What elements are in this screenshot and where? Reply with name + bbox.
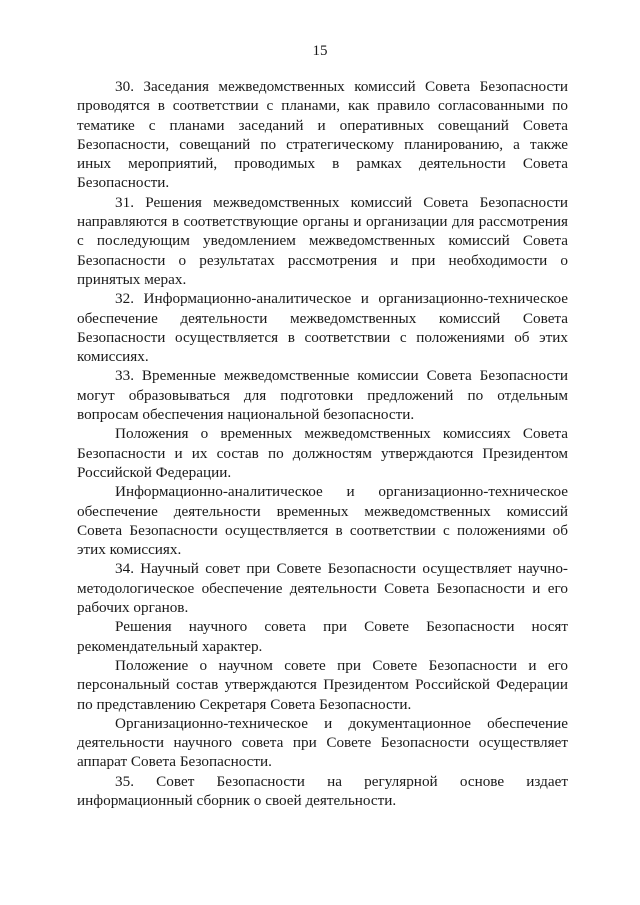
paragraph-35: 35. Совет Безопасности на регулярной основе издает информационный сборник о своей деятельности.	[77, 772, 568, 809]
paragraph-34-support: Организационно-техническое и документационное обеспечение деятельности научного совета при Совете Безопасности осуществляет аппарат Совета Безопасности.	[77, 714, 568, 771]
paragraph-33: 33. Временные межведомственные комиссии Совета Безопасности могут образовываться для подготовки предложений по отдельным вопросам обеспечения национальной безопасности.	[77, 367, 568, 424]
page-number: 15	[312, 43, 328, 59]
paragraph-31: 31. Решения межведомственных комиссий Совета Безопасности направляются в соответствующие органы и организации для рассмотрения с последующим уведомлением межведомственных комиссий Совета Безопасности о результатах рассмотрения и при необходимости о принятых мерах.	[77, 193, 568, 288]
paragraph-34-decisions: Решения научного совета при Совете Безопасности носят рекомендательный характер.	[77, 618, 568, 655]
paragraph-33-support: Информационно-аналитическое и организационно-техническое обеспечение деятельности временных межведомственных комиссий Совета Безопасности осуществляется в соответствии с положениями об этих комиссиях.	[77, 483, 568, 559]
paragraph-32: 32. Информационно-аналитическое и организационно-техническое обеспечение деятельности межведомственных комиссий Совета Безопасности осуществляется в соответствии с положениями об этих комиссиях.	[77, 290, 568, 366]
paragraph-34-regulation: Положение о научном совете при Совете Безопасности и его персональный состав утверждаются Президентом Российской Федерации по представлению Секретаря Совета Безопасности.	[77, 656, 568, 713]
document-body	[77, 77, 568, 810]
paragraph-34: 34. Научный совет при Совете Безопасности осуществляет научно-методологическое обеспечение деятельности Совета Безопасности и его рабочих органов.	[77, 560, 568, 617]
paragraph-33-regulations: Положения о временных межведомственных комиссиях Совета Безопасности и их состав по должностям утверждаются Президентом Российской Федерации.	[77, 425, 568, 481]
paragraph-30: 30. Заседания межведомственных комиссий Совета Безопасности проводятся в соответствии с планами, как правило согласованными по тематике с планами заседаний и оперативных совещаний Совета Безопасности, совещаний по стратегическому планированию, а также иных мероприятий, проводимых в рамках деятельности Совета Безопасности.	[77, 78, 568, 192]
